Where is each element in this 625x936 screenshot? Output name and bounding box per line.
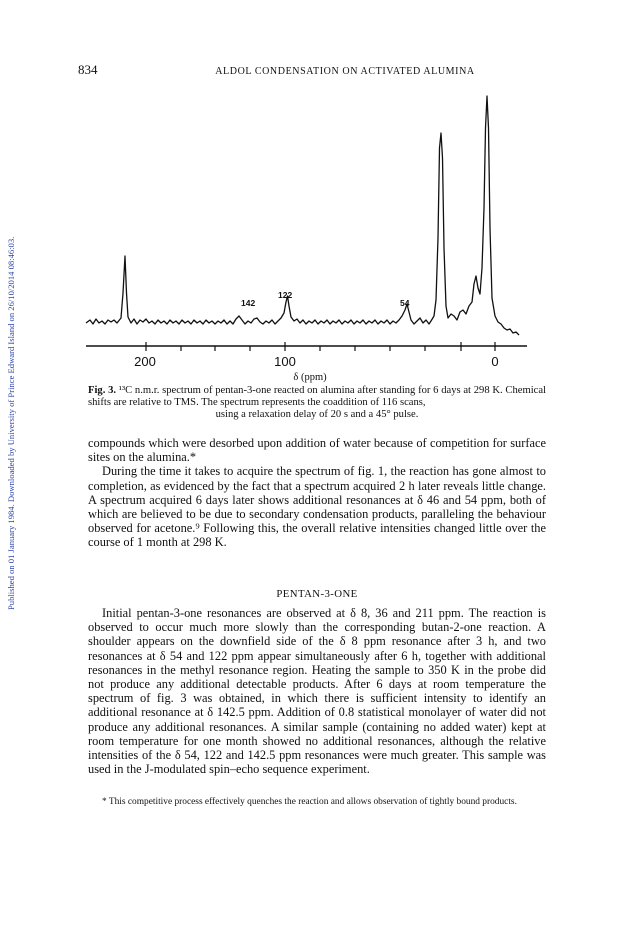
- peak-label-54: 54: [400, 298, 410, 308]
- caption-text-last-line: using a relaxation delay of 20 s and a 45° pulse.: [215, 409, 419, 420]
- download-provenance-sidebar: Published on 01 January 1984. Downloaded by University of Prince Edward Island on 26/10/2014 08:46:03.: [6, 236, 16, 610]
- x-tick-label-100: 100: [274, 354, 296, 369]
- running-title: ALDOL CONDENSATION ON ACTIVATED ALUMINA: [215, 66, 475, 77]
- spectrum-trace: [86, 96, 519, 335]
- peak-label-122: 122: [278, 290, 293, 300]
- page-number: 834: [78, 62, 98, 77]
- peak-label-142: 142: [241, 298, 256, 308]
- paragraph-continuation: compounds which were desorbed upon addition of water because of competition for surface sites on the alumina.*: [88, 436, 546, 465]
- body-text-lower: [88, 606, 546, 776]
- caption-text: ¹³C n.m.r. spectrum of pentan-3-one reacted on alumina after standing for 6 days at 298 K. Chemical shifts are relative to TMS. The spectrum represents the coaddition of 116 scans,: [88, 385, 546, 408]
- paragraph-pentan-3-one: Initial pentan-3-one resonances are observed at δ 8, 36 and 211 ppm. The reaction is observed to occur much more slowly than the corresponding butan-2-one reaction. A shoulder appears on the downfield side of the δ 8 ppm resonance after 3 h, and two resonances at δ 54 and 122 ppm appear simultaneously after 6 h, together with additional resonances in the methyl resonance region. Heating the sample to 350 K in the probe did not produce any additional detectable products. After 6 days at room temperature the spectrum of fig. 3 was obtained, in which there is sufficient intensity to identify an additional resonance at δ 142.5 ppm. Addition of 0.8 statistical monolayer of water did not produce any additional resonances. A similar sample (containing no added water) kept at room temperature for one month showed no additional resonances, although the relative intensities of the δ 54, 122 and 142.5 ppm resonances were much greater. This sample was used in the J-modulated spin–echo sequence experiment.: [88, 606, 546, 777]
- section-heading: PENTAN-3-ONE: [276, 588, 358, 600]
- x-tick-label-200: 200: [134, 354, 156, 369]
- x-axis-label: δ (ppm): [293, 372, 327, 383]
- paragraph-reaction-progress: During the time it takes to acquire the spectrum of fig. 1, the reaction has gone almost to completion, as evidenced by the fact that a spectrum acquired 2 h later reveals little change. A spectrum acquired 6 days later shows additional resonances at δ 46 and 54 ppm, both of which are believed to be due to secondary condensation products, paralleling the behaviour observed for acetone.⁹ Following this, the overall relative intensities changed little over the course of 1 month at 298 K.: [88, 464, 546, 550]
- footnote-text: * This competitive process effectively quenches the reaction and allows observation of tightly bound products.: [102, 797, 517, 807]
- footnote: [88, 797, 546, 808]
- body-text-upper: [88, 436, 546, 550]
- figure-caption: [88, 385, 546, 421]
- x-tick-label-0: 0: [491, 354, 499, 369]
- nmr-spectrum-figure: [80, 88, 540, 368]
- caption-label: Fig. 3.: [88, 385, 117, 396]
